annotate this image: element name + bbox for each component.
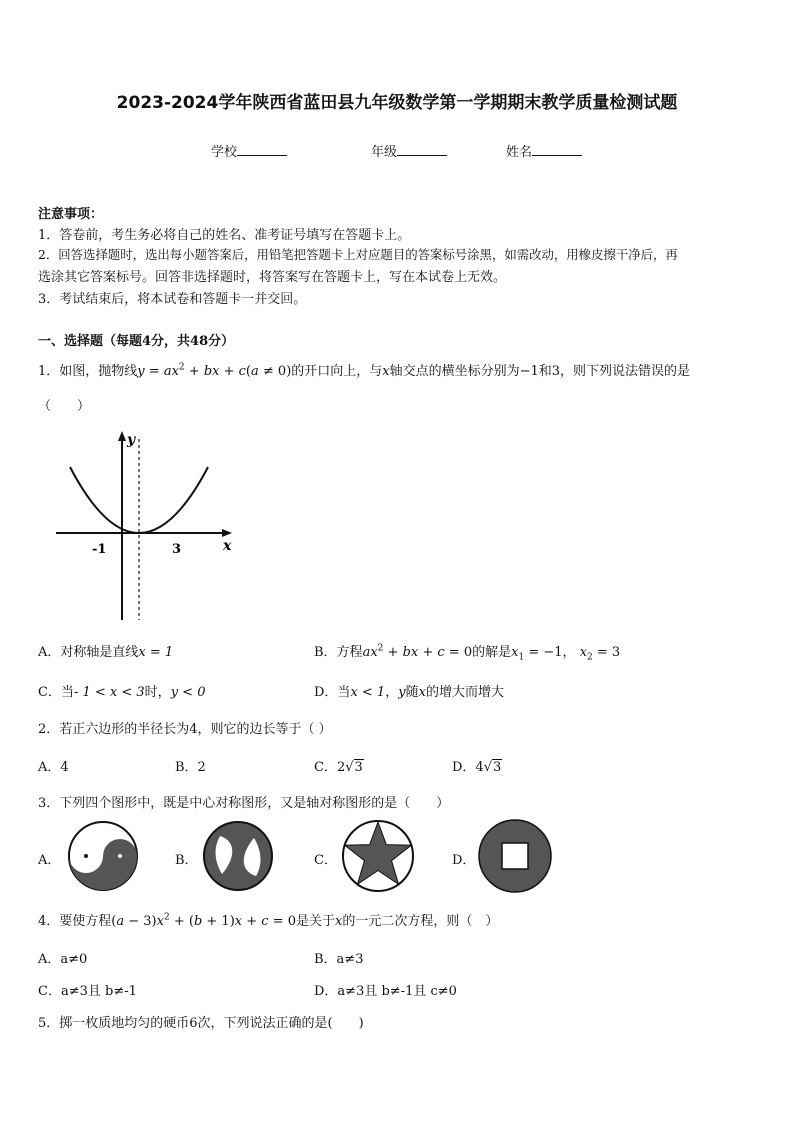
q4-option-a: A．a≠0 bbox=[38, 952, 88, 967]
q3-figure-a-yinyang bbox=[64, 820, 142, 892]
q2-stem: 2．若正六边形的半径长为4，则它的边长等于（ ） bbox=[38, 722, 332, 737]
q3-stem: 3．下列四个图形中，既是中心对称图形，又是轴对称图形的是（ ） bbox=[38, 796, 450, 811]
q1-option-a: A．对称轴是直线x = 1 bbox=[38, 645, 174, 660]
q3-label-a: A． bbox=[38, 853, 61, 868]
q4-option-b: B．a≠3 bbox=[314, 952, 364, 967]
section-heading: 一、选择题（每题4分，共48分） bbox=[38, 334, 235, 349]
q4-option-c: C．a≠3且 b≠-1 bbox=[38, 984, 137, 999]
q5-stem: 5．掷一枚质地均匀的硬币6次，下列说法正确的是( ) bbox=[38, 1016, 364, 1031]
q1-parabola-graph bbox=[50, 425, 240, 625]
q2-option-a: A．4 bbox=[38, 760, 69, 775]
q1-option-d: D．当x < 1，y随x的增大而增大 bbox=[314, 685, 504, 700]
notice-item-2b: 选涂其它答案标号。回答非选择题时，将答案写在答题卡上，写在本试卷上无效。 bbox=[38, 270, 507, 285]
notice-item-1: 1．答卷前，考生务必将自己的姓名、准考证号填写在答题卡上。 bbox=[38, 228, 411, 243]
q2-option-b: B．2 bbox=[175, 760, 206, 775]
name-field: 姓名 bbox=[506, 141, 582, 160]
root-label-1: -1 bbox=[92, 542, 107, 557]
root-label-2: 3 bbox=[172, 542, 182, 557]
q4-option-d: D．a≠3且 b≠-1且 c≠0 bbox=[314, 984, 457, 999]
q3-label-d: D． bbox=[452, 853, 476, 868]
notice-heading: 注意事项： bbox=[38, 207, 104, 222]
q3-label-b: B． bbox=[175, 853, 198, 868]
q3-figure-d-coin bbox=[477, 818, 553, 894]
q4-stem: 4．要使方程$(a - 3)x^2 + (b + 1)x + c = 0$是关于x的一元二次方程，则（ ） bbox=[38, 912, 499, 929]
q2-option-c: C．2√3 bbox=[314, 760, 363, 775]
q3-label-c: C． bbox=[314, 853, 337, 868]
x-axis-arrow bbox=[222, 529, 232, 537]
notice-item-3: 3．考试结束后，将本试卷和答题卡一并交回。 bbox=[38, 292, 307, 307]
q2-option-d: D．4√3 bbox=[452, 760, 502, 775]
q1-paren: （ ） bbox=[38, 399, 91, 414]
y-axis-label: y bbox=[127, 432, 136, 448]
q1-option-b: B．方程$ax^2$ + bx + c = 0的解是$x_1 = -1$， $x_2 = 3$ bbox=[314, 643, 621, 663]
grade-field: 年级 bbox=[371, 141, 447, 160]
page-title: 2023-2024学年陕西省蓝田县九年级数学第一学期期末教学质量检测试题 bbox=[116, 93, 678, 113]
notice-item-2a: 2．回答选择题时，选出每小题答案后，用铅笔把答题卡上对应题目的答案标号涂黑，如需改动，用橡皮擦干净后，再 bbox=[38, 247, 678, 262]
q3-figure-c-star bbox=[340, 818, 416, 894]
school-field: 学校 bbox=[211, 141, 287, 160]
x-axis-label: x bbox=[223, 538, 232, 554]
q3-figure-b-swirl bbox=[200, 820, 276, 892]
q1-option-c: C．当- 1 < x < 3时，y < 0 bbox=[38, 685, 206, 700]
y-axis-arrow bbox=[118, 431, 126, 441]
q1-stem: 1．如图，抛物线$y = ax^2$ + bx + c(a ≠ 0)的开口向上，与x轴交点的横坐标分别为−1和3，则下列说法错误的是 bbox=[38, 362, 691, 379]
